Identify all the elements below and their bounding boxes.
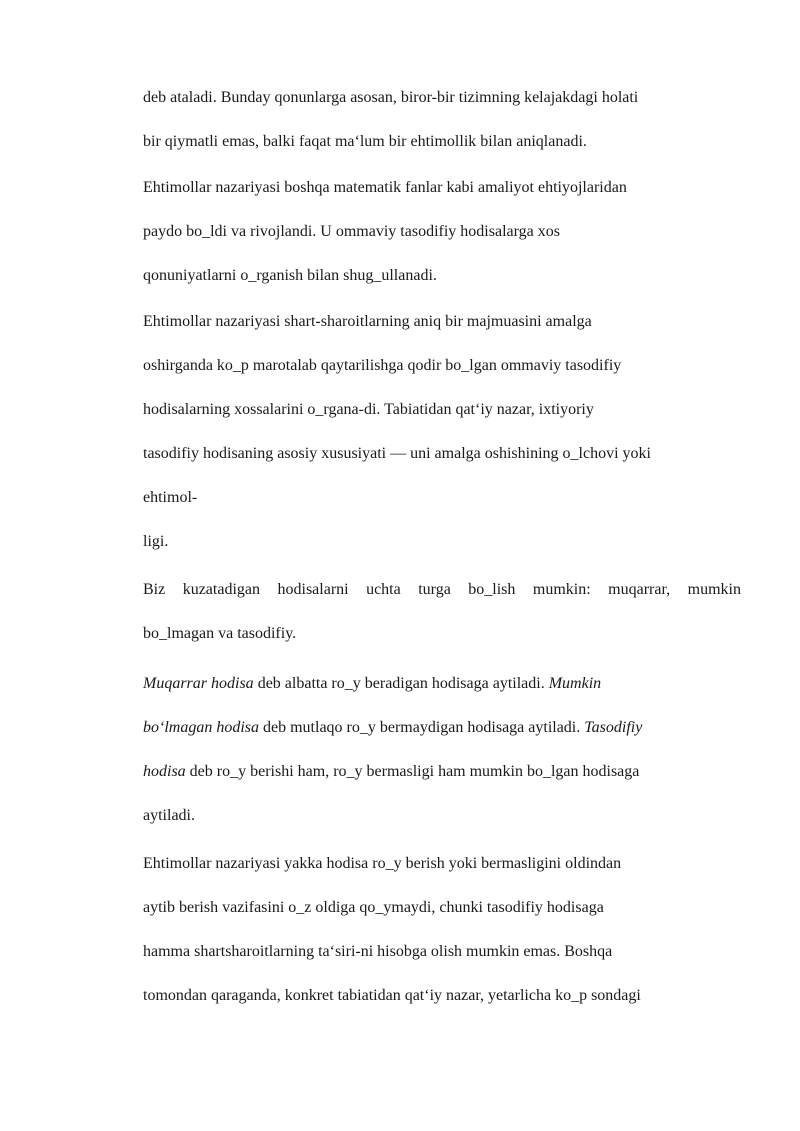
text-line: Ehtimollar nazariyasi shart-sharoitlarning aniq bir majmuasini amalga bbox=[143, 313, 592, 330]
text-line: Ehtimollar nazariyasi yakka hodisa ro_y berish yoki bermasligini oldindan bbox=[143, 855, 622, 872]
term-bolmagan-hodisa: boʻlmagan hodisa bbox=[143, 719, 259, 736]
text-line: paydo bo_ldi va rivojlandi. U ommaviy tasodifiy hodisalarga xos bbox=[143, 223, 560, 240]
paragraph-1 bbox=[143, 76, 743, 164]
document-page bbox=[143, 76, 743, 1018]
term-muqarrar-hodisa: Muqarrar hodisa bbox=[143, 675, 254, 692]
text-run: deb ro_y berishi ham, ro_y bermasligi ham mumkin bo_lgan hodisaga bbox=[185, 763, 640, 780]
text-line: tasodifiy hodisaning asosiy xususiyati — uni amalga oshishining o_lchovi yoki bbox=[143, 445, 651, 462]
text-run: deb albatta ro_y beradigan hodisaga aytiladi. bbox=[253, 675, 549, 692]
paragraph-4 bbox=[143, 568, 741, 656]
text-line: qonuniyatlarni o_rganish bilan shug_ullanadi. bbox=[143, 267, 437, 284]
text-line bbox=[143, 706, 743, 750]
text-line: ligi. bbox=[143, 533, 169, 550]
text-line: deb ataladi. Bunday qonunlarga asosan, biror-bir tizimning kelajakdagi holati bbox=[143, 89, 639, 106]
text-line: oshirganda ko_p marotalab qaytarilishga qodir bo_lgan ommaviy tasodifiy bbox=[143, 357, 622, 374]
text-run: deb mutlaqo ro_y bermaydigan hodisaga aytiladi. bbox=[259, 719, 585, 736]
term-tasodifiy: Tasodifiy bbox=[584, 719, 643, 736]
text-line: Biz kuzatadigan hodisalarni uchta turga bo_lish mumkin: muqarrar, mumkin bbox=[143, 581, 741, 598]
paragraph-6 bbox=[143, 842, 743, 1018]
text-line: tomondan qaraganda, konkret tabiatidan qatʻiy nazar, yetarlicha ko_p sondagi bbox=[143, 987, 641, 1004]
text-line: aytib berish vazifasini o_z oldiga qo_ymaydi, chunki tasodifiy hodisaga bbox=[143, 899, 604, 916]
term-hodisa: hodisa bbox=[143, 763, 186, 780]
paragraph-5 bbox=[143, 662, 743, 838]
text-line: bir qiymatli emas, balki faqat maʻlum bir ehtimollik bilan aniqlanadi. bbox=[143, 133, 587, 150]
paragraph-3 bbox=[143, 300, 743, 564]
text-line: hamma shartsharoitlarning taʻsiri-ni hisobga olish mumkin emas. Boshqa bbox=[143, 943, 613, 960]
text-line: Ehtimollar nazariyasi boshqa matematik fanlar kabi amaliyot ehtiyojlaridan bbox=[143, 179, 627, 196]
paragraph-2 bbox=[143, 166, 743, 298]
text-line: aytiladi. bbox=[143, 807, 195, 824]
term-mumkin: Mumkin bbox=[548, 675, 602, 692]
text-line: hodisalarning xossalarini o_rgana-di. Tabiatidan qatʻiy nazar, ixtiyoriy bbox=[143, 401, 594, 418]
text-line: ehtimol- bbox=[143, 489, 198, 506]
text-line: bo_lmagan va tasodifiy. bbox=[143, 625, 297, 642]
text-line bbox=[143, 662, 743, 706]
text-line bbox=[143, 750, 743, 794]
